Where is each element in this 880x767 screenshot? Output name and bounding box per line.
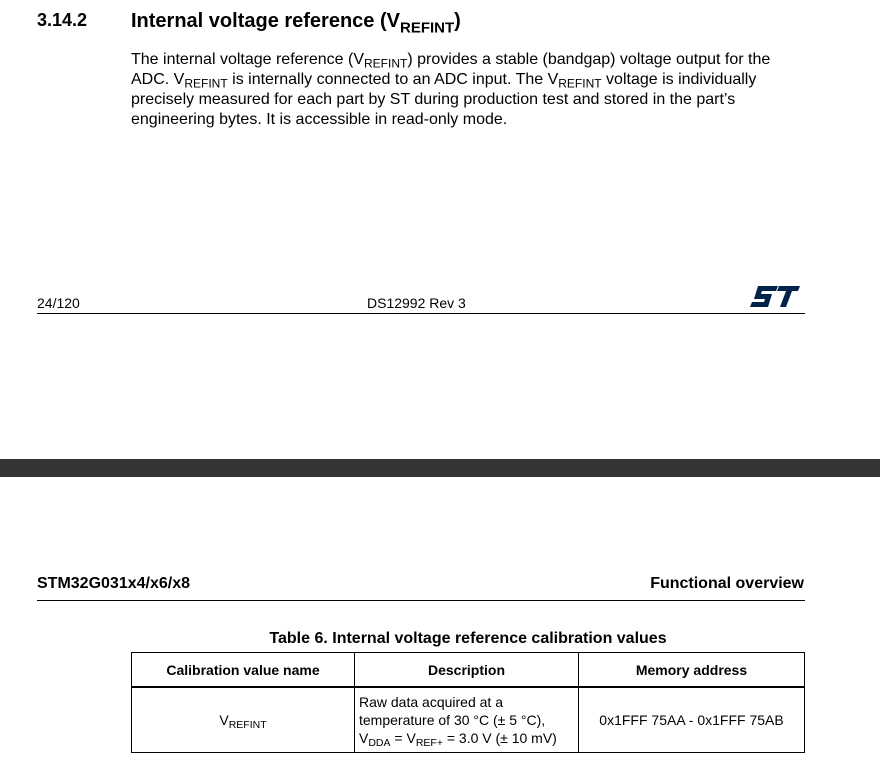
page-number: 24/120 — [37, 295, 80, 311]
footer-rule — [37, 313, 805, 314]
paragraph-line: engineering bytes. It is accessible in read-only mode. — [131, 111, 508, 128]
chapter-name: Functional overview — [650, 575, 804, 592]
description-line: $V_{DDA} = V_{REF+} = 3.0$ V (± 10 mV) — [359, 730, 557, 749]
column-header: Calibration value name — [132, 653, 355, 688]
description-cell — [355, 687, 579, 753]
table-caption: Table 6. Internal voltage reference calibration values — [269, 630, 667, 647]
calibration-table — [131, 652, 805, 753]
table-row — [132, 687, 805, 753]
calibration-name-cell: $V_{REFINT}$ — [132, 687, 355, 753]
memory-address-cell: 0x1FFF 75AA - 0x1FFF 75AB — [579, 687, 805, 753]
document-revision: DS12992 Rev 3 — [367, 295, 466, 311]
section-title: Internal voltage reference $(V_{REFINT})$ — [131, 10, 461, 37]
product-name: STM32G031x4/x6/x8 — [37, 575, 190, 592]
table-header-row — [132, 653, 805, 688]
section-paragraph — [131, 50, 811, 130]
description-line: temperature of 30 °C (± 5 °C), — [359, 712, 546, 728]
column-header: Description — [355, 653, 579, 688]
page-separator — [0, 459, 880, 477]
paragraph-line: The internal voltage reference $(V_{REFINT})$ provides a stable (bandgap) voltage output for the — [131, 51, 771, 71]
paragraph-line: ADC. $V_{REFINT}$ is internally connected to an ADC input. The $V_{REFINT}$ voltage is individually — [131, 71, 757, 91]
st-logo — [748, 285, 802, 310]
header-rule — [37, 600, 805, 601]
column-header: Memory address — [579, 653, 805, 688]
paragraph-line: precisely measured for each part by ST during production test and stored in the part’s — [131, 91, 736, 108]
section-number: 3.14.2 — [37, 10, 88, 30]
description-line: Raw data acquired at a — [359, 694, 503, 710]
